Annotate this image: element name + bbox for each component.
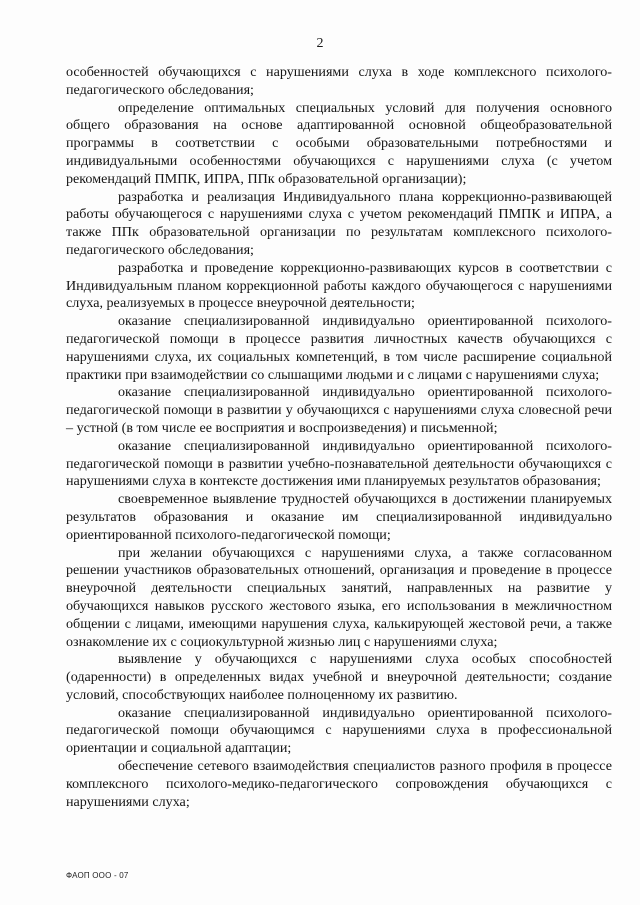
paragraph: разработка и реализация Индивидуального плана коррекционно-развивающей работы обучающегося с нарушениями слуха с учетом рекомендаций ПМПК и ИПРА, а также ППк образовательной организации по результатам комплексного психолого-педагогического обследования; <box>66 188 612 258</box>
paragraph: оказание специализированной индивидуально ориентированной психолого-педагогической помощи в развитии у обучающихся с нарушениями слуха словесной речи – устной (в том числе ее восприятия и воспроизведения) и письменной; <box>66 384 612 436</box>
paragraph: оказание специализированной индивидуально ориентированной психолого-педагогической помощи в процессе развития личностных качеств обучающихся с нарушениями слуха, их социальных компетенций, в том числе расширение социальной практики при взаимодействии со слышащими людьми и с лицами с нарушениями слуха; <box>66 313 612 383</box>
paragraph: особенностей обучающихся с нарушениями слуха в ходе комплексного психолого-педагогического обследования; <box>66 64 612 98</box>
paragraph: выявление у обучающихся с нарушениями слуха особых способностей (одаренности) в определенных видах учебной и внеурочной деятельности; создание условий, способствующих наиболее полноценному их развитию. <box>66 651 612 703</box>
paragraph: определение оптимальных специальных условий для получения основного общего образования на основе адаптированной основной общеобразовательной программы в соответствии с особыми образовательными потребностями и индивидуальными особенностями обучающихся с нарушениями слуха (с учетом рекомендаций ПМПК, ИПРА, ППк образовательной организации); <box>66 99 612 187</box>
paragraph: обеспечение сетевого взаимодействия специалистов разного профиля в процессе комплексного психолого-медико-педагогического сопровождения обучающихся с нарушениями слуха; <box>66 758 612 810</box>
paragraph: при желании обучающихся с нарушениями слуха, а также согласованном решении участников образовательных отношений, организация и проведение в процессе внеурочной деятельности специальных занятий, направленных на развитие у обучающихся навыков русского жестового языка, его использования в межличностном общении с лицами, имеющими нарушения слуха, калькирующей жестовой речи, а также ознакомление их с социокультурной жизнью лиц с нарушениями слуха; <box>66 544 612 650</box>
paragraph: разработка и проведение коррекционно-развивающих курсов в соответствии с Индивидуальным планом коррекционной работы каждого обучающегося с нарушениями слуха, реализуемых в процессе внеурочной деятельности; <box>66 259 612 312</box>
paragraph: оказание специализированной индивидуально ориентированной психолого-педагогической помощи обучающимся с нарушениями слуха в профессиональной ориентации и социальной адаптации; <box>66 704 612 757</box>
document-body <box>66 64 612 811</box>
paragraph: своевременное выявление трудностей обучающихся в достижении планируемых результатов образования и оказание им специализированной индивидуально ориентированной психолого-педагогической помощи; <box>66 491 612 543</box>
paragraph: оказание специализированной индивидуально ориентированной психолого-педагогической помощи в развитии учебно-познавательной деятельности обучающихся с нарушениями слуха в контексте достижения ими планируемых результатов образования; <box>66 437 612 490</box>
footer-document-code: ФАОП ООО - 07 <box>66 871 129 880</box>
page-number: 2 <box>316 36 324 51</box>
